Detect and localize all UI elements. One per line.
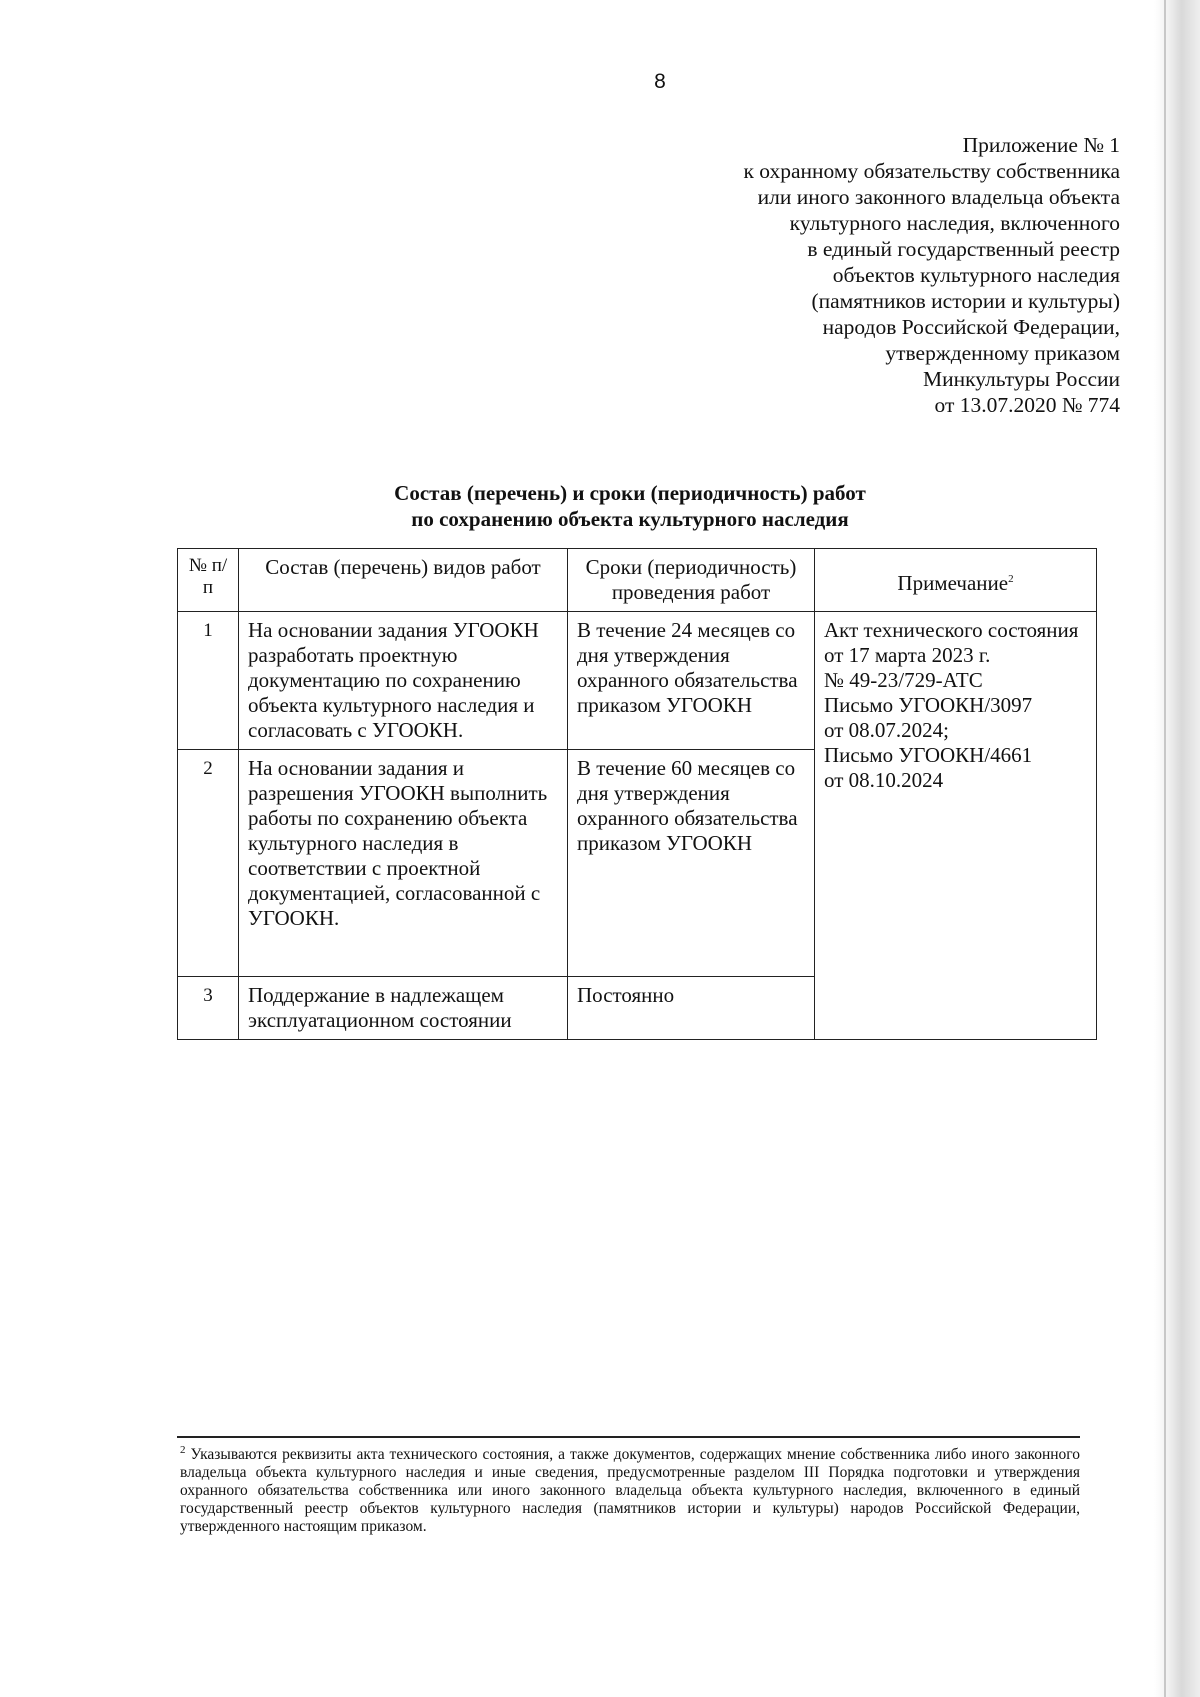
appendix-header	[700, 132, 1120, 418]
header-num: № п/п	[178, 549, 239, 612]
row-num: 2	[178, 750, 239, 977]
note-line: от 08.10.2024	[824, 768, 944, 792]
note-line: Письмо УГООКН/4661	[824, 743, 1033, 767]
row-num: 1	[178, 612, 239, 750]
appendix-line: утвержденному приказом	[885, 341, 1120, 365]
appendix-line: Приложение № 1	[962, 133, 1120, 157]
note-line: от 08.07.2024;	[824, 718, 949, 742]
row-note	[815, 612, 1097, 1040]
row-work: На основании задания и разрешения УГООКН выполнить работы по сохранению объекта культурного наследия в соответствии с проектной документацией, согласованной с УГООКН.	[239, 750, 568, 977]
appendix-line: объектов культурного наследия	[832, 263, 1120, 287]
scan-edge-line	[1164, 0, 1166, 1697]
appendix-line: к охранному обязательству собственника	[743, 159, 1120, 183]
appendix-line: или иного законного владельца объекта	[757, 185, 1120, 209]
title-line-1: Состав (перечень) и сроки (периодичность) работ	[394, 481, 866, 505]
row-work: Поддержание в надлежащем эксплуатационном состоянии	[239, 977, 568, 1040]
footnote	[180, 1443, 1081, 1536]
footnote-divider	[177, 1436, 1080, 1438]
works-table	[177, 548, 1097, 1040]
header-work: Состав (перечень) видов работ	[239, 549, 568, 612]
appendix-line: культурного наследия, включенного	[789, 211, 1120, 235]
note-line: № 49-23/729-АТС	[824, 668, 983, 692]
page-number: 8	[654, 70, 666, 93]
appendix-line: народов Российской Федерации,	[822, 315, 1120, 339]
header-note-label: Примечание	[897, 571, 1009, 595]
row-term: В течение 24 месяцев со дня утверждения охранного обязательства приказом УГООКН	[568, 612, 815, 750]
appendix-line: (памятников истории и культуры)	[811, 289, 1120, 313]
document-title	[180, 480, 1080, 532]
note-line: Письмо УГООКН/3097	[824, 693, 1033, 717]
row-num: 3	[178, 977, 239, 1040]
row-term: В течение 60 месяцев со дня утверждения охранного обязательства приказом УГООКН	[568, 750, 815, 977]
header-note	[815, 549, 1097, 612]
appendix-line: в единый государственный реестр	[807, 237, 1120, 261]
note-line: Акт технического состояния	[824, 618, 1079, 642]
row-work: На основании задания УГООКН разработать проектную документацию по сохранению объекта культурного наследия и согласовать с УГООКН.	[239, 612, 568, 750]
table-header-row	[178, 549, 1097, 612]
table-row	[178, 612, 1097, 750]
header-term: Сроки (периодичность) проведения работ	[568, 549, 815, 612]
appendix-line: от 13.07.2020 № 774	[934, 393, 1120, 417]
scan-edge-shadow	[1154, 0, 1200, 1697]
footnote-text: Указываются реквизиты акта технического состояния, а также документов, содержащих мнение собственника либо иного законного владельца объекта культурного наследия и иные сведения, предусмотренные разделом III Порядка подготовки и утверждения охранного обязательства собственника или иного законного владельца объекта культурного наследия, включенного в единый государственный реестр объектов культурного наследия (памятников истории и культуры) народов Российской Федерации, утвержденного настоящим приказом.	[180, 1446, 1081, 1535]
row-term: Постоянно	[568, 977, 815, 1040]
appendix-line: Минкультуры России	[922, 367, 1120, 391]
title-line-2: по сохранению объекта культурного наследия	[411, 507, 849, 531]
footnote-ref: 2	[1008, 573, 1014, 585]
footnote-marker: 2	[180, 1443, 186, 1456]
note-line: от 17 марта 2023 г.	[824, 643, 991, 667]
